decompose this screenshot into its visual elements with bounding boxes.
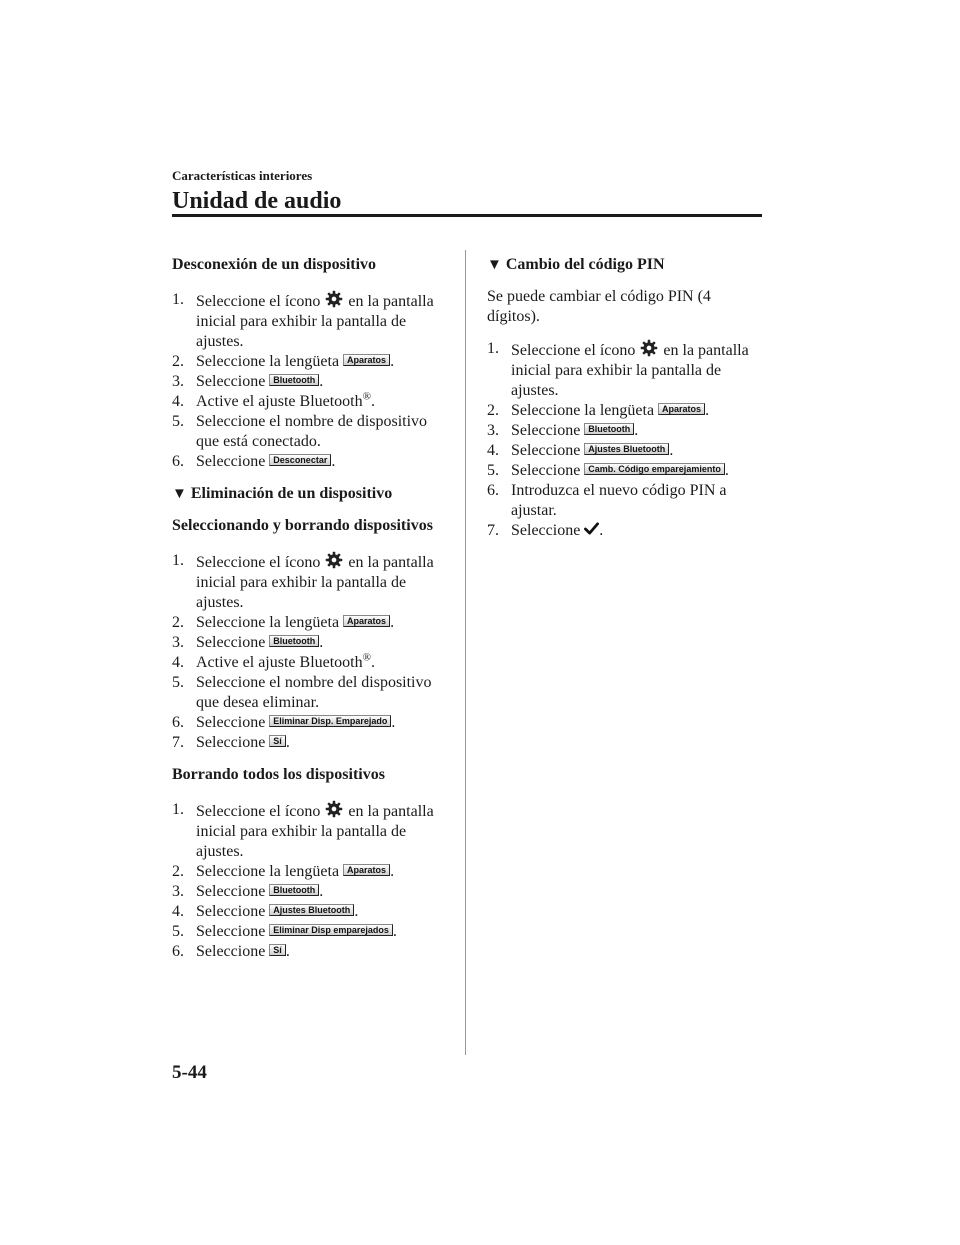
step-text: Seleccione	[196, 883, 266, 900]
ui-button-label: Ajustes Bluetooth	[584, 443, 669, 455]
registered-mark: ®	[362, 390, 371, 403]
step-text: Active el ajuste Bluetooth	[196, 654, 363, 671]
step-text: Seleccione el nombre del dispositivo que desea eliminar.	[196, 674, 432, 711]
list-item	[487, 521, 762, 541]
step-text: Seleccione la lengüeta	[196, 353, 340, 370]
subheading-select-delete: Seleccionando y borrando dispositivos	[172, 517, 433, 534]
heading-pin-text: Cambio del código PIN	[505, 256, 665, 273]
ui-button-label: Eliminar Disp emparejados	[269, 924, 393, 936]
step-text: Seleccione	[196, 903, 266, 920]
step-number: 4.	[172, 654, 184, 671]
step-text-end: .	[390, 614, 395, 631]
list-item	[172, 882, 442, 902]
triangle-marker-icon: ▼	[172, 486, 187, 502]
heading-delete	[172, 484, 442, 504]
left-column	[172, 250, 442, 974]
step-text: Seleccione	[196, 634, 266, 651]
chapter-title: Unidad de audio	[172, 188, 342, 214]
gear-icon	[325, 551, 343, 569]
step-number: 3.	[172, 634, 184, 651]
list-item	[172, 862, 442, 882]
list-item	[172, 942, 442, 962]
list-item	[172, 902, 442, 922]
step-number: 1.	[172, 552, 184, 569]
step-text-end: .	[599, 522, 604, 539]
step-text-end: .	[331, 453, 336, 470]
page-header	[172, 168, 762, 216]
list-item	[172, 733, 442, 753]
list-item	[487, 339, 762, 401]
ui-button-label: Aparatos	[343, 615, 390, 627]
step-text-end: .	[724, 462, 729, 479]
step-number: 3.	[172, 373, 184, 390]
step-text-end: .	[390, 863, 395, 880]
list-item	[172, 412, 442, 452]
list-item	[172, 800, 442, 862]
page-number: 5-44	[172, 1062, 207, 1083]
ui-button-label: Camb. Código emparejamiento	[584, 463, 725, 475]
step-number: 1.	[172, 291, 184, 308]
step-number: 4.	[172, 393, 184, 410]
list-item	[172, 290, 442, 352]
step-number: 7.	[172, 734, 184, 751]
step-number: 6.	[172, 453, 184, 470]
step-text: Seleccione	[196, 734, 266, 751]
triangle-marker-icon: ▼	[487, 257, 502, 273]
gear-icon	[325, 290, 343, 308]
list-item	[487, 441, 762, 461]
list-item	[172, 352, 442, 372]
step-number: 4.	[172, 903, 184, 920]
step-text-end: .	[319, 634, 324, 651]
list-item	[172, 633, 442, 653]
ui-button-label: Bluetooth	[584, 423, 634, 435]
subheading-delete-all: Borrando todos los dispositivos	[172, 766, 385, 783]
step-text: Seleccione	[511, 442, 581, 459]
step-text: Seleccione	[196, 453, 266, 470]
step-text: Seleccione el ícono	[196, 293, 321, 310]
step-text: Active el ajuste Bluetooth	[196, 393, 363, 410]
step-text: Seleccione la lengüeta	[196, 614, 340, 631]
gear-icon	[640, 339, 658, 357]
step-text-end: .	[392, 923, 397, 940]
heading-delete-text: Eliminación de un dispositivo	[190, 485, 393, 502]
ui-button-label: Aparatos	[343, 864, 390, 876]
step-number: 2.	[172, 353, 184, 370]
step-text: Seleccione el ícono	[196, 554, 321, 571]
step-number: 1.	[487, 340, 499, 357]
steps-select-delete	[172, 551, 442, 753]
step-number: 6.	[487, 482, 499, 499]
list-item	[172, 372, 442, 392]
list-item	[487, 461, 762, 481]
step-text-end: .	[285, 734, 290, 751]
step-number: 2.	[172, 614, 184, 631]
ui-button-label: Ajustes Bluetooth	[269, 904, 354, 916]
step-number: 5.	[172, 413, 184, 430]
step-number: 3.	[172, 883, 184, 900]
step-text-end: en la pantalla inicial para exhibir la pantalla de ajustes.	[196, 293, 434, 350]
step-text: Seleccione el ícono	[511, 342, 636, 359]
list-item	[172, 922, 442, 942]
step-text-end: en la pantalla inicial para exhibir la pantalla de ajustes.	[196, 803, 434, 860]
step-text: Seleccione	[196, 923, 266, 940]
ui-button-label: Bluetooth	[269, 635, 319, 647]
steps-pin	[487, 339, 762, 541]
step-text-end: .	[319, 373, 324, 390]
ui-button-label: Aparatos	[658, 403, 705, 415]
step-text-end: .	[634, 422, 639, 439]
step-text-end: .	[370, 654, 375, 671]
step-text: Introduzca el nuevo código PIN a ajustar.	[511, 482, 727, 519]
heading-pin	[487, 255, 762, 275]
step-number: 4.	[487, 442, 499, 459]
list-item	[487, 481, 762, 521]
list-item	[487, 401, 762, 421]
step-number: 5.	[172, 674, 184, 691]
step-text-end: .	[390, 353, 395, 370]
step-text: Seleccione	[196, 714, 266, 731]
registered-mark: ®	[362, 651, 371, 664]
step-text-end: en la pantalla inicial para exhibir la pantalla de ajustes.	[196, 554, 434, 611]
ui-button-label: Eliminar Disp. Emparejado	[269, 715, 391, 727]
step-number: 5.	[172, 923, 184, 940]
step-number: 7.	[487, 522, 499, 539]
step-number: 2.	[487, 402, 499, 419]
step-number: 1.	[172, 801, 184, 818]
step-text-end: .	[705, 402, 710, 419]
step-text: Seleccione	[511, 462, 581, 479]
step-text: Seleccione la lengüeta	[511, 402, 655, 419]
pin-intro: Se puede cambiar el código PIN (4 dígitos).	[487, 288, 711, 325]
steps-delete-all	[172, 800, 442, 962]
list-item	[172, 613, 442, 633]
header-rule	[172, 214, 762, 217]
step-number: 2.	[172, 863, 184, 880]
ui-button-label: Aparatos	[343, 354, 390, 366]
step-text: Seleccione el nombre de dispositivo que está conectado.	[196, 413, 428, 450]
step-number: 6.	[172, 943, 184, 960]
step-text-end: .	[319, 883, 324, 900]
column-divider	[465, 250, 466, 1055]
list-item	[172, 392, 442, 412]
gear-icon	[325, 800, 343, 818]
list-item	[172, 653, 442, 673]
ui-button-label: Bluetooth	[269, 374, 319, 386]
step-text: Seleccione la lengüeta	[196, 863, 340, 880]
list-item	[487, 421, 762, 441]
step-text-end: .	[391, 714, 396, 731]
section-name: Características interiores	[172, 168, 313, 183]
list-item	[172, 673, 442, 713]
checkmark-icon	[584, 521, 599, 534]
heading-disconnect: Desconexión de un dispositivo	[172, 256, 377, 273]
right-column	[487, 250, 762, 553]
ui-button-label: Sí	[269, 944, 286, 956]
step-text-end: .	[354, 903, 359, 920]
step-text: Seleccione el ícono	[196, 803, 321, 820]
ui-button-label: Desconectar	[269, 454, 331, 466]
step-text: Seleccione	[511, 522, 581, 539]
step-text-end: .	[285, 943, 290, 960]
step-text: Seleccione	[511, 422, 581, 439]
step-text-end: .	[669, 442, 674, 459]
steps-disconnect	[172, 290, 442, 472]
step-text: Seleccione	[196, 373, 266, 390]
ui-button-label: Bluetooth	[269, 884, 319, 896]
ui-button-label: Sí	[269, 735, 286, 747]
step-number: 5.	[487, 462, 499, 479]
list-item	[172, 452, 442, 472]
step-number: 6.	[172, 714, 184, 731]
step-text-end: en la pantalla inicial para exhibir la pantalla de ajustes.	[511, 342, 749, 399]
list-item	[172, 551, 442, 613]
step-text-end: .	[370, 393, 375, 410]
step-number: 3.	[487, 422, 499, 439]
list-item	[172, 713, 442, 733]
step-text: Seleccione	[196, 943, 266, 960]
